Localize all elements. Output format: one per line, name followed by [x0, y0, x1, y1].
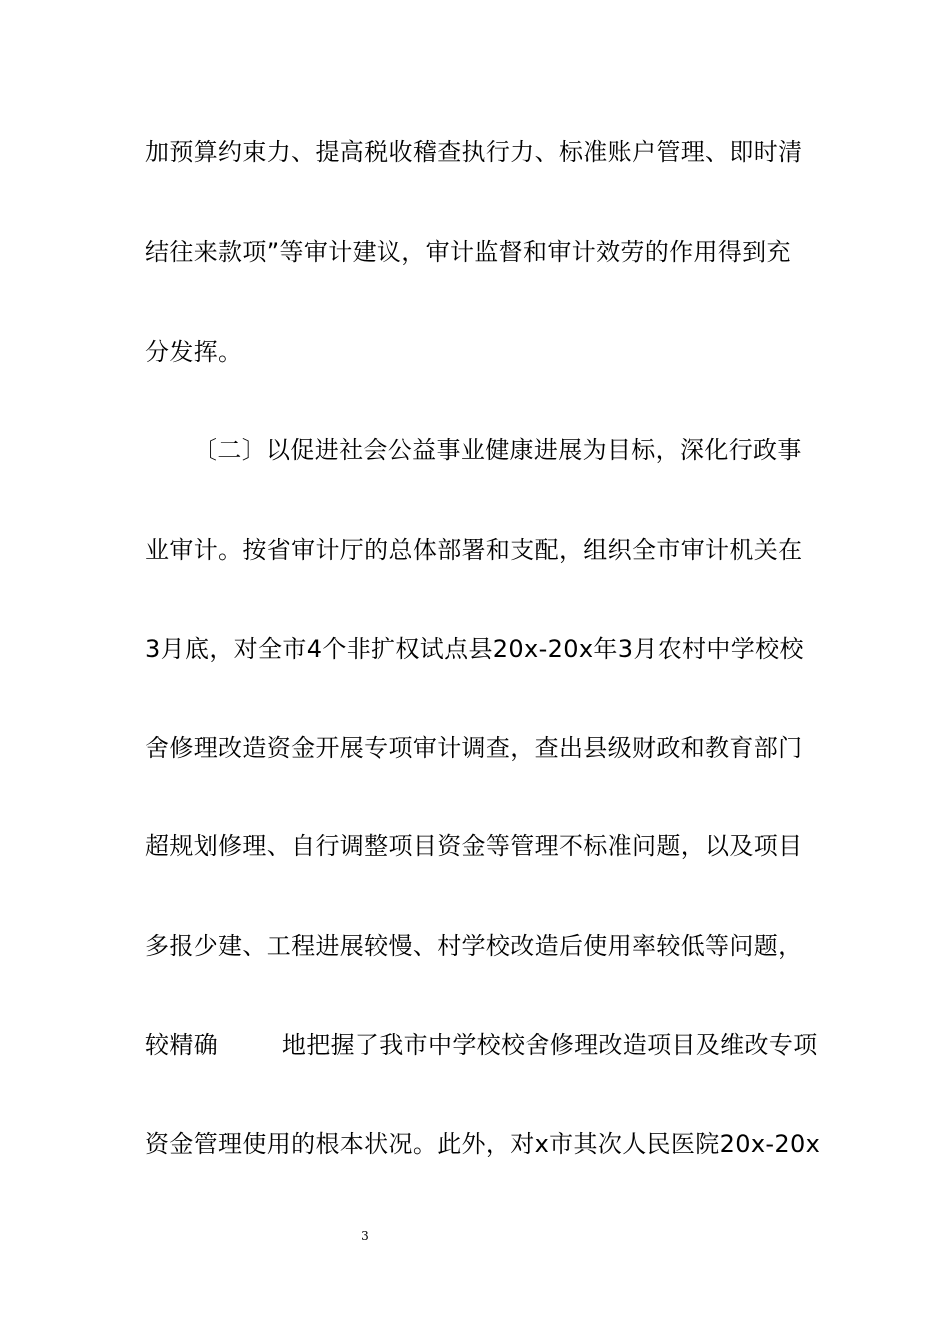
body-text-line: 业审计。按省审计厅的总体部署和支配，组织全市审计机关在	[145, 536, 803, 564]
body-text-line: 超规划修理、自行调整项目资金等管理不标准问题，以及项目	[145, 832, 803, 860]
body-text-line: 多报少建、工程进展较慢、村学校改造后使用率较低等问题，	[145, 932, 803, 960]
body-text-line: 资金管理使用的根本状况。此外，对x市其次人民医院20x-20x	[145, 1130, 821, 1158]
body-text-line: 加预算约束力、提高税收稽查执行力、标准账户管理、即时清	[145, 138, 803, 166]
body-text-line: 结往来款项”等审计建议，审计监督和审计效劳的作用得到充	[145, 238, 791, 266]
body-text-line: 较精确 地把握了我市中学校校舍修理改造项目及维改专项	[145, 1031, 818, 1059]
section-heading-line: 〔二〕以促进社会公益事业健康进展为目标，深化行政事	[193, 436, 802, 464]
body-text-line: 3月底，对全市4个非扩权试点县20x-20x年3月农村中学校校	[145, 635, 804, 663]
body-text-line: 舍修理改造资金开展专项审计调查，查出县级财政和教育部门	[145, 734, 803, 762]
body-text-line: 分发挥。	[145, 338, 243, 366]
page-number: 3	[361, 1229, 369, 1243]
